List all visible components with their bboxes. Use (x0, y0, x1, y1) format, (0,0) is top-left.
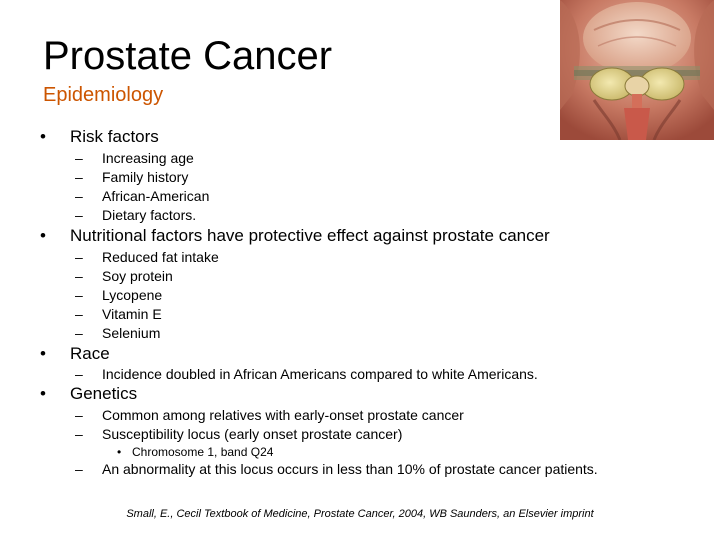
slide-subtitle: Epidemiology (43, 84, 164, 106)
sub-text: An abnormality at this locus occurs in less than 10% of prostate cancer patients. (102, 461, 598, 477)
sub-text: Common among relatives with early-onset prostate cancer (102, 407, 464, 423)
sub-marker: – (75, 407, 83, 423)
bullet-marker: • (40, 226, 46, 245)
sub-text: Susceptibility locus (early onset prostate cancer) (102, 426, 403, 442)
sub-marker: – (75, 325, 83, 341)
sub-text: Selenium (102, 325, 161, 341)
bullet-marker: • (40, 127, 46, 146)
sub-marker: – (75, 306, 83, 322)
slide-title: Prostate Cancer (43, 34, 333, 78)
bullet-text: Genetics (70, 384, 138, 403)
sub-marker: – (75, 366, 83, 382)
sub-marker: – (75, 461, 83, 477)
sub-marker: – (75, 426, 83, 442)
sub-text: Soy protein (102, 268, 173, 284)
sub-marker: – (75, 207, 83, 223)
sub-marker: – (75, 268, 83, 284)
sub-text: Incidence doubled in African Americans compared to white Americans. (102, 366, 538, 382)
sub-text: Vitamin E (102, 306, 162, 322)
bullet-text: Nutritional factors have protective effect against prostate cancer (70, 226, 550, 245)
sub-marker: – (75, 249, 83, 265)
bullet-marker: • (40, 344, 46, 363)
sub-text: Dietary factors. (102, 207, 197, 223)
bullet-text: Risk factors (70, 127, 159, 146)
sub-marker: – (75, 188, 83, 204)
sub-marker: – (75, 287, 83, 303)
bullet-text: Race (70, 344, 110, 363)
sub-text: Family history (102, 169, 189, 185)
sub-text: Increasing age (102, 150, 194, 166)
sub-marker: – (75, 150, 83, 166)
sub-text: Lycopene (102, 287, 163, 303)
sub-text: African-American (102, 188, 210, 204)
sub-marker: – (75, 169, 83, 185)
bullet-marker: • (40, 384, 46, 403)
sub-sub-marker: • (117, 445, 122, 459)
citation: Small, E., Cecil Textbook of Medicine, Prostate Cancer, 2004, WB Saunders, an Elsevier imprint (126, 508, 594, 520)
sub-text: Reduced fat intake (102, 249, 219, 265)
sub-sub-text: Chromosome 1, band Q24 (132, 445, 274, 459)
